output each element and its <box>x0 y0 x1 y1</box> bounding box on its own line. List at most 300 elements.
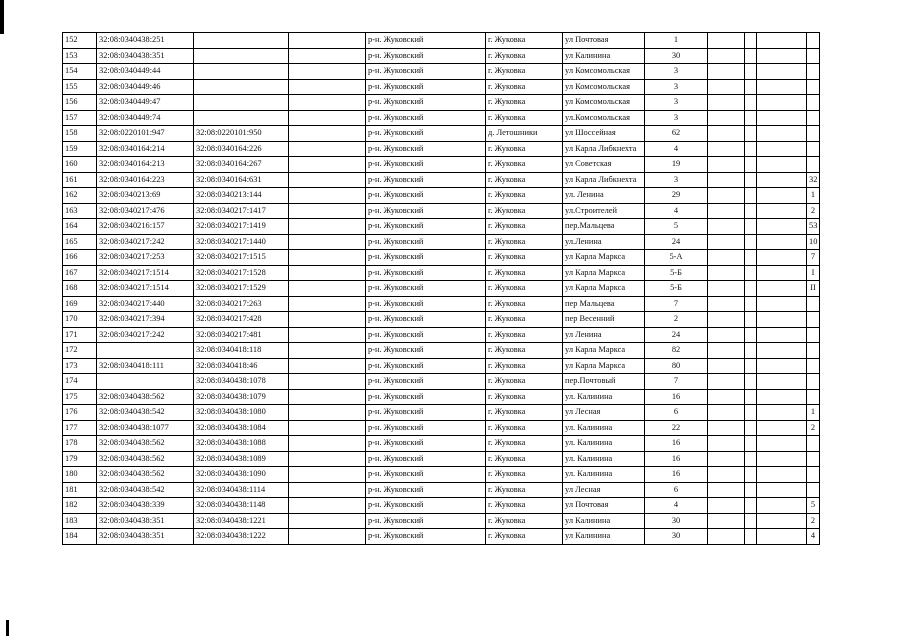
empty-cell <box>745 451 757 467</box>
empty-cell <box>757 250 807 266</box>
cadastral-number-2-cell: 32:08:0340217:481 <box>194 327 289 343</box>
district-cell: р-н. Жуковский <box>366 513 486 529</box>
house-number-cell: 4 <box>645 141 708 157</box>
empty-cell <box>745 343 757 359</box>
empty-cell <box>757 405 807 421</box>
table-row <box>63 95 820 111</box>
district-cell: р-н. Жуковский <box>366 110 486 126</box>
locality-cell: г. Жуковка <box>486 110 563 126</box>
house-number-cell: 82 <box>645 343 708 359</box>
cadastral-number-2-cell: 32:08:0340438:1114 <box>194 482 289 498</box>
cadastral-number-cell: 32:08:0340438:562 <box>97 451 194 467</box>
locality-cell: г. Жуковка <box>486 498 563 514</box>
house-number-cell: 5-Б <box>645 281 708 297</box>
locality-cell: г. Жуковка <box>486 265 563 281</box>
apartment-number-cell <box>807 79 820 95</box>
binding-mark-top <box>0 0 4 34</box>
empty-cell <box>289 498 366 514</box>
row-number-cell: 179 <box>63 451 97 467</box>
house-number-cell: 6 <box>645 482 708 498</box>
apartment-number-cell: 10 <box>807 234 820 250</box>
cadastral-number-cell: 32:08:0340438:562 <box>97 467 194 483</box>
district-cell: р-н. Жуковский <box>366 374 486 390</box>
empty-cell <box>708 188 745 204</box>
row-number-cell: 177 <box>63 420 97 436</box>
empty-cell <box>745 436 757 452</box>
house-number-cell: 19 <box>645 157 708 173</box>
empty-cell <box>708 33 745 49</box>
street-cell: ул Карла Маркса <box>563 343 645 359</box>
empty-cell <box>757 33 807 49</box>
cadastral-number-cell <box>97 374 194 390</box>
street-cell: ул Ленина <box>563 327 645 343</box>
empty-cell <box>708 141 745 157</box>
apartment-number-cell <box>807 327 820 343</box>
registry-body <box>63 33 820 545</box>
row-number-cell: 159 <box>63 141 97 157</box>
cadastral-number-2-cell <box>194 64 289 80</box>
apartment-number-cell <box>807 358 820 374</box>
empty-cell <box>757 451 807 467</box>
empty-cell <box>757 529 807 545</box>
table-row <box>63 281 820 297</box>
apartment-number-cell: 4 <box>807 529 820 545</box>
street-cell: ул Почтовая <box>563 498 645 514</box>
table-row <box>63 296 820 312</box>
district-cell: р-н. Жуковский <box>366 172 486 188</box>
street-cell: ул Карла Либкнехта <box>563 141 645 157</box>
apartment-number-cell: 1 <box>807 188 820 204</box>
cadastral-number-cell: 32:08:0220101:947 <box>97 126 194 142</box>
cadastral-number-2-cell: 32:08:0340217:1528 <box>194 265 289 281</box>
table-row <box>63 141 820 157</box>
empty-cell <box>745 312 757 328</box>
cadastral-number-cell: 32:08:0340449:46 <box>97 79 194 95</box>
empty-cell <box>289 250 366 266</box>
district-cell: р-н. Жуковский <box>366 141 486 157</box>
house-number-cell: 16 <box>645 389 708 405</box>
apartment-number-cell <box>807 110 820 126</box>
apartment-number-cell: 1 <box>807 405 820 421</box>
house-number-cell: 4 <box>645 203 708 219</box>
empty-cell <box>708 48 745 64</box>
street-cell: пер.Мальцева <box>563 219 645 235</box>
apartment-number-cell <box>807 451 820 467</box>
cadastral-number-2-cell: 32:08:0340438:1084 <box>194 420 289 436</box>
table-row <box>63 358 820 374</box>
house-number-cell: 3 <box>645 64 708 80</box>
house-number-cell: 80 <box>645 358 708 374</box>
empty-cell <box>708 451 745 467</box>
cadastral-number-cell: 32:08:0340438:251 <box>97 33 194 49</box>
empty-cell <box>708 405 745 421</box>
street-cell: ул.Ленина <box>563 234 645 250</box>
apartment-number-cell <box>807 48 820 64</box>
cadastral-number-2-cell: 32:08:0340217:1419 <box>194 219 289 235</box>
empty-cell <box>289 157 366 173</box>
cadastral-number-2-cell: 32:08:0340438:1148 <box>194 498 289 514</box>
apartment-number-cell <box>807 33 820 49</box>
empty-cell <box>757 79 807 95</box>
locality-cell: г. Жуковка <box>486 405 563 421</box>
apartment-number-cell <box>807 389 820 405</box>
empty-cell <box>289 482 366 498</box>
street-cell: ул. Калинина <box>563 389 645 405</box>
empty-cell <box>745 250 757 266</box>
cadastral-number-cell: 32:08:0340164:213 <box>97 157 194 173</box>
empty-cell <box>708 327 745 343</box>
empty-cell <box>745 529 757 545</box>
street-cell: ул.Комсомольская <box>563 110 645 126</box>
empty-cell <box>745 203 757 219</box>
cadastral-number-cell: 32:08:0340217:1514 <box>97 265 194 281</box>
empty-cell <box>745 296 757 312</box>
empty-cell <box>745 358 757 374</box>
empty-cell <box>757 482 807 498</box>
row-number-cell: 182 <box>63 498 97 514</box>
cadastral-number-cell: 32:08:0340216:157 <box>97 219 194 235</box>
house-number-cell: 22 <box>645 420 708 436</box>
house-number-cell: 24 <box>645 327 708 343</box>
table-row <box>63 420 820 436</box>
table-row <box>63 79 820 95</box>
table-row <box>63 157 820 173</box>
empty-cell <box>745 126 757 142</box>
district-cell: р-н. Жуковский <box>366 482 486 498</box>
empty-cell <box>289 48 366 64</box>
district-cell: р-н. Жуковский <box>366 64 486 80</box>
row-number-cell: 154 <box>63 64 97 80</box>
empty-cell <box>289 405 366 421</box>
empty-cell <box>745 389 757 405</box>
cadastral-number-2-cell: 32:08:0340438:1222 <box>194 529 289 545</box>
cadastral-number-cell: 32:08:0340217:1514 <box>97 281 194 297</box>
empty-cell <box>757 498 807 514</box>
empty-cell <box>289 389 366 405</box>
table-row <box>63 48 820 64</box>
district-cell: р-н. Жуковский <box>366 327 486 343</box>
property-registry-table <box>62 32 820 545</box>
house-number-cell: 16 <box>645 436 708 452</box>
table-row <box>63 250 820 266</box>
cadastral-number-2-cell: 32:08:0340438:1078 <box>194 374 289 390</box>
district-cell: р-н. Жуковский <box>366 79 486 95</box>
table-row <box>63 188 820 204</box>
house-number-cell: 30 <box>645 48 708 64</box>
apartment-number-cell: 32 <box>807 172 820 188</box>
empty-cell <box>757 513 807 529</box>
empty-cell <box>745 327 757 343</box>
locality-cell: г. Жуковка <box>486 358 563 374</box>
street-cell: ул Карла Маркса <box>563 250 645 266</box>
empty-cell <box>757 296 807 312</box>
cadastral-number-cell <box>97 343 194 359</box>
apartment-number-cell: 7 <box>807 250 820 266</box>
street-cell: ул Советская <box>563 157 645 173</box>
empty-cell <box>745 157 757 173</box>
street-cell: ул Карла Маркса <box>563 358 645 374</box>
row-number-cell: 181 <box>63 482 97 498</box>
apartment-number-cell: 2 <box>807 420 820 436</box>
empty-cell <box>757 64 807 80</box>
table-row <box>63 64 820 80</box>
locality-cell: г. Жуковка <box>486 79 563 95</box>
locality-cell: г. Жуковка <box>486 482 563 498</box>
empty-cell <box>745 467 757 483</box>
row-number-cell: 160 <box>63 157 97 173</box>
cadastral-number-cell: 32:08:0340438:351 <box>97 529 194 545</box>
empty-cell <box>757 343 807 359</box>
empty-cell <box>289 234 366 250</box>
street-cell: ул Калинина <box>563 513 645 529</box>
empty-cell <box>708 126 745 142</box>
district-cell: р-н. Жуковский <box>366 467 486 483</box>
empty-cell <box>757 172 807 188</box>
cadastral-number-cell: 32:08:0340438:351 <box>97 513 194 529</box>
table-row <box>63 312 820 328</box>
empty-cell <box>289 312 366 328</box>
empty-cell <box>745 141 757 157</box>
empty-cell <box>757 234 807 250</box>
cadastral-number-2-cell: 32:08:0340438:1079 <box>194 389 289 405</box>
street-cell: ул. Ленина <box>563 188 645 204</box>
street-cell: ул Калинина <box>563 529 645 545</box>
empty-cell <box>708 420 745 436</box>
row-number-cell: 172 <box>63 343 97 359</box>
empty-cell <box>757 203 807 219</box>
locality-cell: г. Жуковка <box>486 250 563 266</box>
house-number-cell: 3 <box>645 95 708 111</box>
cadastral-number-2-cell: 32:08:0340438:1089 <box>194 451 289 467</box>
cadastral-number-cell: 32:08:0340217:242 <box>97 234 194 250</box>
empty-cell <box>757 157 807 173</box>
cadastral-number-cell: 32:08:0340164:214 <box>97 141 194 157</box>
empty-cell <box>289 188 366 204</box>
empty-cell <box>708 95 745 111</box>
empty-cell <box>745 405 757 421</box>
empty-cell <box>289 126 366 142</box>
row-number-cell: 183 <box>63 513 97 529</box>
empty-cell <box>745 172 757 188</box>
table-row <box>63 498 820 514</box>
table-row <box>63 110 820 126</box>
empty-cell <box>745 234 757 250</box>
street-cell: ул. Калинина <box>563 436 645 452</box>
empty-cell <box>289 358 366 374</box>
cadastral-number-cell: 32:08:0340164:223 <box>97 172 194 188</box>
empty-cell <box>708 250 745 266</box>
empty-cell <box>745 33 757 49</box>
house-number-cell: 30 <box>645 529 708 545</box>
cadastral-number-2-cell: 32:08:0340438:1090 <box>194 467 289 483</box>
empty-cell <box>289 327 366 343</box>
empty-cell <box>757 281 807 297</box>
street-cell: пер Весенний <box>563 312 645 328</box>
district-cell: р-н. Жуковский <box>366 219 486 235</box>
row-number-cell: 167 <box>63 265 97 281</box>
row-number-cell: 157 <box>63 110 97 126</box>
empty-cell <box>708 219 745 235</box>
row-number-cell: 153 <box>63 48 97 64</box>
cadastral-number-cell: 32:08:0340213:69 <box>97 188 194 204</box>
empty-cell <box>289 172 366 188</box>
empty-cell <box>289 343 366 359</box>
empty-cell <box>757 467 807 483</box>
empty-cell <box>708 64 745 80</box>
empty-cell <box>745 95 757 111</box>
table-row <box>63 265 820 281</box>
locality-cell: г. Жуковка <box>486 436 563 452</box>
empty-cell <box>745 64 757 80</box>
apartment-number-cell <box>807 126 820 142</box>
table-row <box>63 529 820 545</box>
apartment-number-cell: 2 <box>807 513 820 529</box>
district-cell: р-н. Жуковский <box>366 265 486 281</box>
locality-cell: г. Жуковка <box>486 389 563 405</box>
cadastral-number-2-cell: 32:08:0340217:1529 <box>194 281 289 297</box>
empty-cell <box>757 312 807 328</box>
street-cell: ул Карла Маркса <box>563 281 645 297</box>
row-number-cell: 178 <box>63 436 97 452</box>
district-cell: р-н. Жуковский <box>366 296 486 312</box>
locality-cell: г. Жуковка <box>486 157 563 173</box>
apartment-number-cell: 53 <box>807 219 820 235</box>
empty-cell <box>289 219 366 235</box>
street-cell: ул Комсомольская <box>563 95 645 111</box>
house-number-cell: 4 <box>645 498 708 514</box>
locality-cell: г. Жуковка <box>486 467 563 483</box>
empty-cell <box>745 482 757 498</box>
table-row <box>63 33 820 49</box>
district-cell: р-н. Жуковский <box>366 389 486 405</box>
table-row <box>63 389 820 405</box>
house-number-cell: 2 <box>645 312 708 328</box>
empty-cell <box>289 79 366 95</box>
apartment-number-cell <box>807 482 820 498</box>
cadastral-number-2-cell: 32:08:0340164:631 <box>194 172 289 188</box>
empty-cell <box>745 188 757 204</box>
street-cell: пер.Почтовый <box>563 374 645 390</box>
cadastral-number-cell: 32:08:0340438:339 <box>97 498 194 514</box>
house-number-cell: 1 <box>645 33 708 49</box>
empty-cell <box>708 203 745 219</box>
table-row <box>63 172 820 188</box>
empty-cell <box>289 281 366 297</box>
cadastral-number-2-cell: 32:08:0340217:1515 <box>194 250 289 266</box>
street-cell: ул Почтовая <box>563 33 645 49</box>
empty-cell <box>745 265 757 281</box>
locality-cell: г. Жуковка <box>486 374 563 390</box>
table-row <box>63 482 820 498</box>
street-cell: ул Комсомольская <box>563 64 645 80</box>
street-cell: ул Лесная <box>563 482 645 498</box>
empty-cell <box>708 79 745 95</box>
cadastral-number-cell: 32:08:0340418:111 <box>97 358 194 374</box>
locality-cell: д. Летошники <box>486 126 563 142</box>
cadastral-number-cell: 32:08:0340217:394 <box>97 312 194 328</box>
locality-cell: г. Жуковка <box>486 451 563 467</box>
empty-cell <box>757 327 807 343</box>
apartment-number-cell: 5 <box>807 498 820 514</box>
table-row <box>63 513 820 529</box>
empty-cell <box>708 467 745 483</box>
district-cell: р-н. Жуковский <box>366 48 486 64</box>
cadastral-number-cell: 32:08:0340438:562 <box>97 389 194 405</box>
house-number-cell: 7 <box>645 296 708 312</box>
empty-cell <box>289 451 366 467</box>
house-number-cell: 30 <box>645 513 708 529</box>
table-row <box>63 436 820 452</box>
table-row <box>63 219 820 235</box>
empty-cell <box>289 33 366 49</box>
empty-cell <box>289 467 366 483</box>
empty-cell <box>757 389 807 405</box>
apartment-number-cell <box>807 436 820 452</box>
locality-cell: г. Жуковка <box>486 513 563 529</box>
row-number-cell: 155 <box>63 79 97 95</box>
empty-cell <box>745 420 757 436</box>
locality-cell: г. Жуковка <box>486 141 563 157</box>
district-cell: р-н. Жуковский <box>366 203 486 219</box>
apartment-number-cell <box>807 157 820 173</box>
empty-cell <box>289 203 366 219</box>
table-row <box>63 126 820 142</box>
district-cell: р-н. Жуковский <box>366 157 486 173</box>
district-cell: р-н. Жуковский <box>366 126 486 142</box>
cadastral-number-2-cell <box>194 48 289 64</box>
street-cell: ул. Калинина <box>563 420 645 436</box>
cadastral-number-2-cell: 32:08:0220101:950 <box>194 126 289 142</box>
district-cell: р-н. Жуковский <box>366 343 486 359</box>
table-row <box>63 374 820 390</box>
district-cell: р-н. Жуковский <box>366 312 486 328</box>
empty-cell <box>757 126 807 142</box>
empty-cell <box>745 513 757 529</box>
cadastral-number-2-cell: 32:08:0340418:118 <box>194 343 289 359</box>
empty-cell <box>745 374 757 390</box>
cadastral-number-2-cell: 32:08:0340164:267 <box>194 157 289 173</box>
apartment-number-cell <box>807 467 820 483</box>
apartment-number-cell <box>807 296 820 312</box>
empty-cell <box>745 498 757 514</box>
cadastral-number-cell: 32:08:0340217:242 <box>97 327 194 343</box>
empty-cell <box>708 281 745 297</box>
cadastral-number-2-cell: 32:08:0340217:428 <box>194 312 289 328</box>
row-number-cell: 161 <box>63 172 97 188</box>
empty-cell <box>708 358 745 374</box>
district-cell: р-н. Жуковский <box>366 405 486 421</box>
cadastral-number-2-cell <box>194 79 289 95</box>
apartment-number-cell <box>807 374 820 390</box>
apartment-number-cell <box>807 95 820 111</box>
street-cell: ул Калинина <box>563 48 645 64</box>
empty-cell <box>289 436 366 452</box>
apartment-number-cell <box>807 343 820 359</box>
row-number-cell: 180 <box>63 467 97 483</box>
district-cell: р-н. Жуковский <box>366 188 486 204</box>
empty-cell <box>708 312 745 328</box>
district-cell: р-н. Жуковский <box>366 95 486 111</box>
empty-cell <box>289 141 366 157</box>
cadastral-number-2-cell <box>194 33 289 49</box>
cadastral-number-2-cell: 32:08:0340217:263 <box>194 296 289 312</box>
cadastral-number-cell: 32:08:0340438:542 <box>97 482 194 498</box>
street-cell: ул Карла Либкнехта <box>563 172 645 188</box>
locality-cell: г. Жуковка <box>486 529 563 545</box>
empty-cell <box>708 172 745 188</box>
empty-cell <box>757 219 807 235</box>
empty-cell <box>757 374 807 390</box>
